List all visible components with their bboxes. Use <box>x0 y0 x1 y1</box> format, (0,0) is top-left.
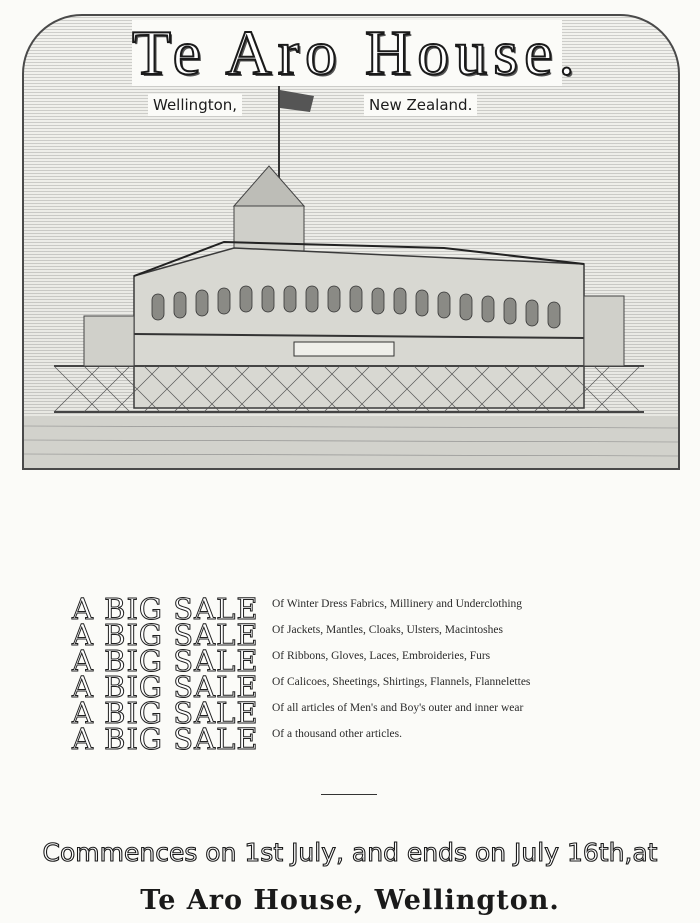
sale-description: Of Winter Dress Fabrics, Millinery and Underclothing <box>272 598 523 610</box>
masthead-title: Te Aro House. <box>132 17 581 88</box>
sale-heading: A BIG SALE <box>72 696 259 730</box>
store-signature: Te Aro House, Wellington. <box>140 885 560 916</box>
sale-description: Of all articles of Men's and Boy's outer and inner wear <box>272 702 524 714</box>
divider <box>321 794 377 795</box>
sale-heading: A BIG SALE <box>72 592 259 626</box>
sale-dates: Commences on 1st July, and ends on July 16th,at <box>42 838 658 867</box>
sale-heading: A BIG SALE <box>72 644 259 678</box>
sale-description: Of Calicoes, Sheetings, Shirtings, Flannels, Flannelettes <box>272 676 531 688</box>
sale-heading: A BIG SALE <box>72 618 259 652</box>
sale-description: Of Jackets, Mantles, Cloaks, Ulsters, Macintoshes <box>272 624 503 636</box>
caption-city: Wellington, <box>148 94 242 116</box>
flag-icon <box>280 90 314 112</box>
sale-description: Of Ribbons, Gloves, Laces, Embroideries, Furs <box>272 650 491 662</box>
sale-heading: A BIG SALE <box>72 670 259 704</box>
caption-country: New Zealand. <box>364 94 477 116</box>
sale-item <box>72 722 632 756</box>
sale-list <box>72 592 632 756</box>
sale-heading: A BIG SALE <box>72 722 259 756</box>
sale-description: Of a thousand other articles. <box>272 728 402 740</box>
store-engraving <box>22 14 680 470</box>
